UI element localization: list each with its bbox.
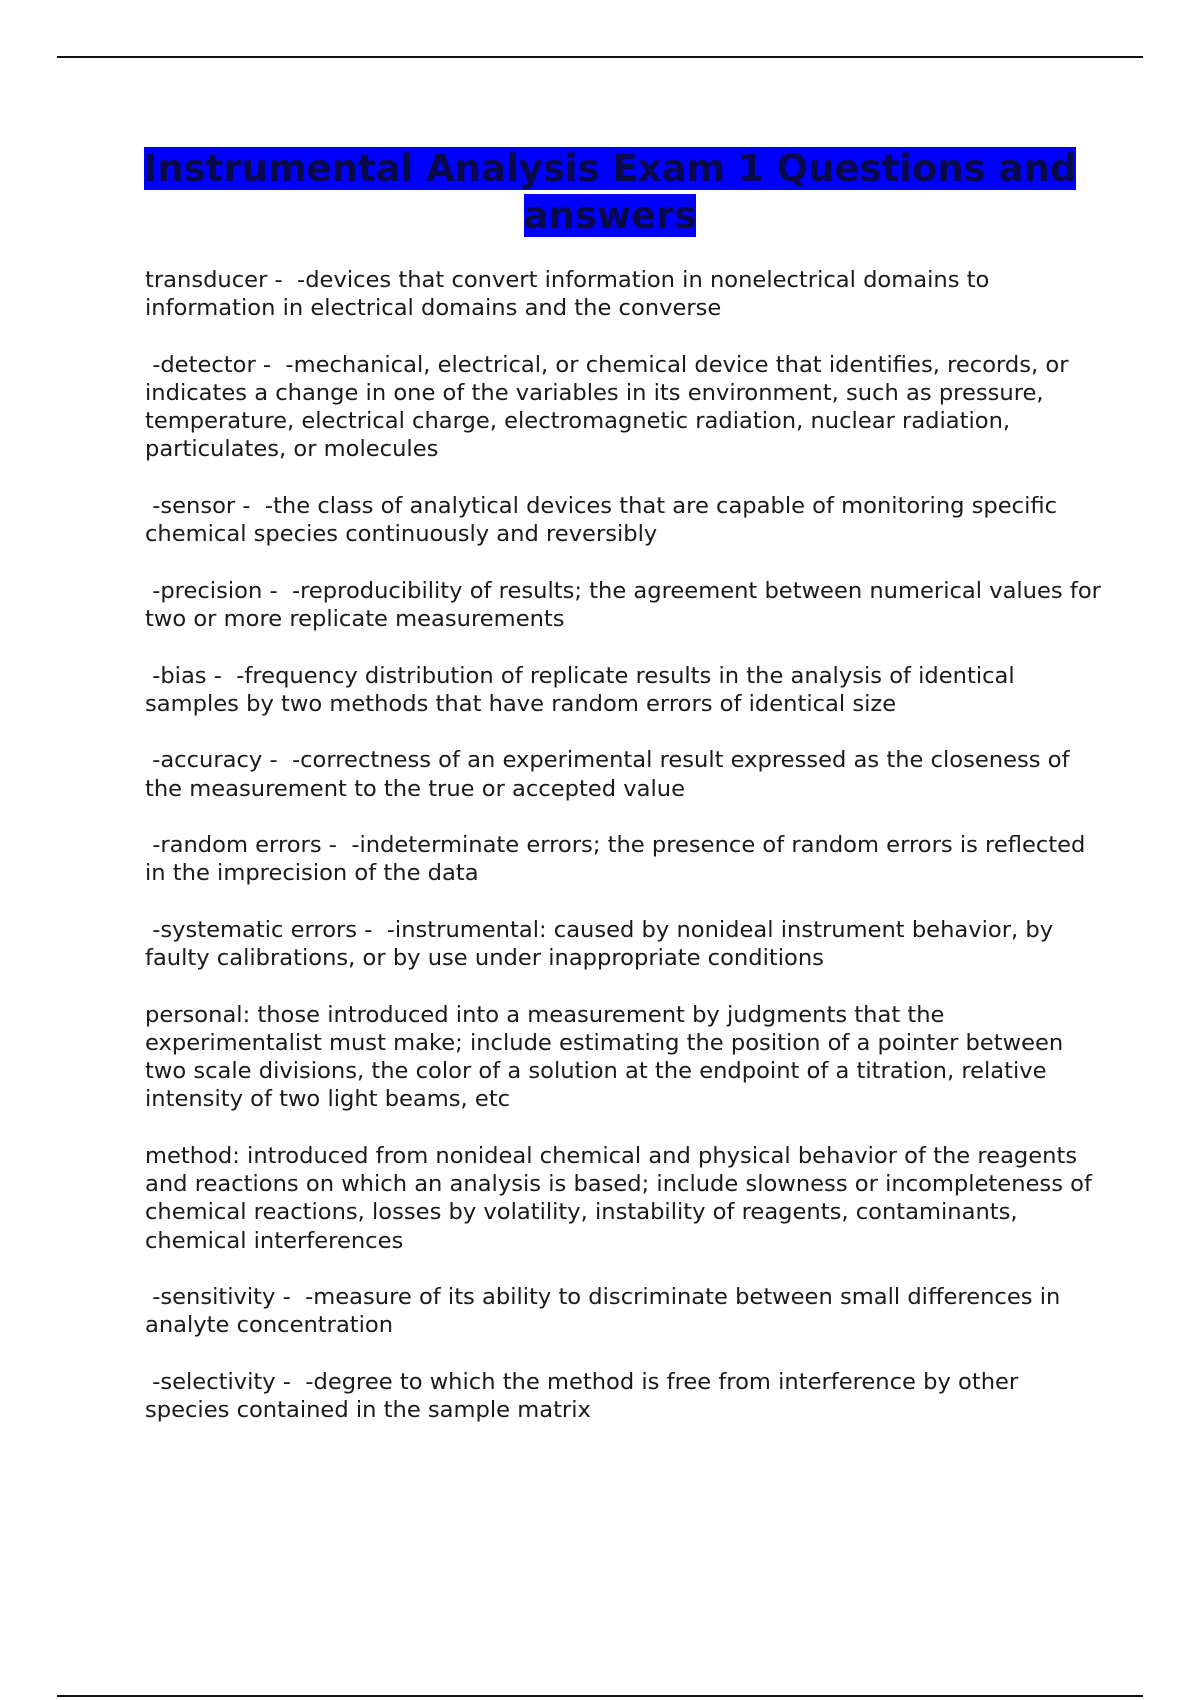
document-body [145, 266, 1109, 1453]
entry-precision: -precision - -reproducibility of results; the agreement between numerical values for two or more replicate measurements [145, 577, 1109, 632]
page-title [130, 145, 1090, 239]
entry-sensor: -sensor - -the class of analytical devices that are capable of monitoring specific chemical species continuously and reversibly [145, 493, 1065, 548]
entry-random-errors: -random errors - -indeterminate errors; the presence of random errors is reflected in the imprecision of the data [145, 832, 1093, 887]
entry-detector: -detector - -mechanical, electrical, or chemical device that identifies, records, or indicates a change in one of the variables in its environment, such as pressure, temperature, electrical charge, electromagnetic radiation, nuclear radiation, particulates, or molecules [145, 351, 1076, 463]
entry-selectivity: -selectivity - -degree to which the method is free from interference by other species contained in the sample matrix [145, 1368, 1026, 1424]
entry-sensitivity: -sensitivity - -measure of its ability to discriminate between small differences in analyte concentration [145, 1284, 1068, 1339]
entry-transducer: transducer - -devices that convert information in nonelectrical domains to information in electrical domains and the converse [145, 267, 997, 322]
top-rule [57, 56, 1143, 58]
entry-method: method: introduced from nonideal chemical and physical behavior of the reagents and reactions on which an analysis is based; include slowness or incompleteness of chemical reactions, losses by volatility, instability of reagents, contaminants, chemical interferences [145, 1142, 1100, 1254]
entry-bias: -bias - -frequency distribution of replicate results in the analysis of identical samples by two methods that have random errors of identical size [145, 662, 1022, 717]
entry-personal: personal: those introduced into a measurement by judgments that the experimentalist must make; include estimating the position of a pointer between two scale divisions, the color of a solution at the endpoint of a titration, relative intensity of two light beams, etc [145, 1001, 1071, 1113]
bottom-rule [57, 1695, 1143, 1697]
entry-accuracy: -accuracy - -correctness of an experimental result expressed as the closeness of the measurement to the true or accepted value [145, 747, 1077, 802]
entry-systematic-errors: -systematic errors - -instrumental: caused by nonideal instrument behavior, by faulty calibrations, or by use under inappropriate conditions [145, 916, 1061, 972]
page-title-text: Instrumental Analysis Exam 1 Questions and answers [143, 147, 1077, 237]
